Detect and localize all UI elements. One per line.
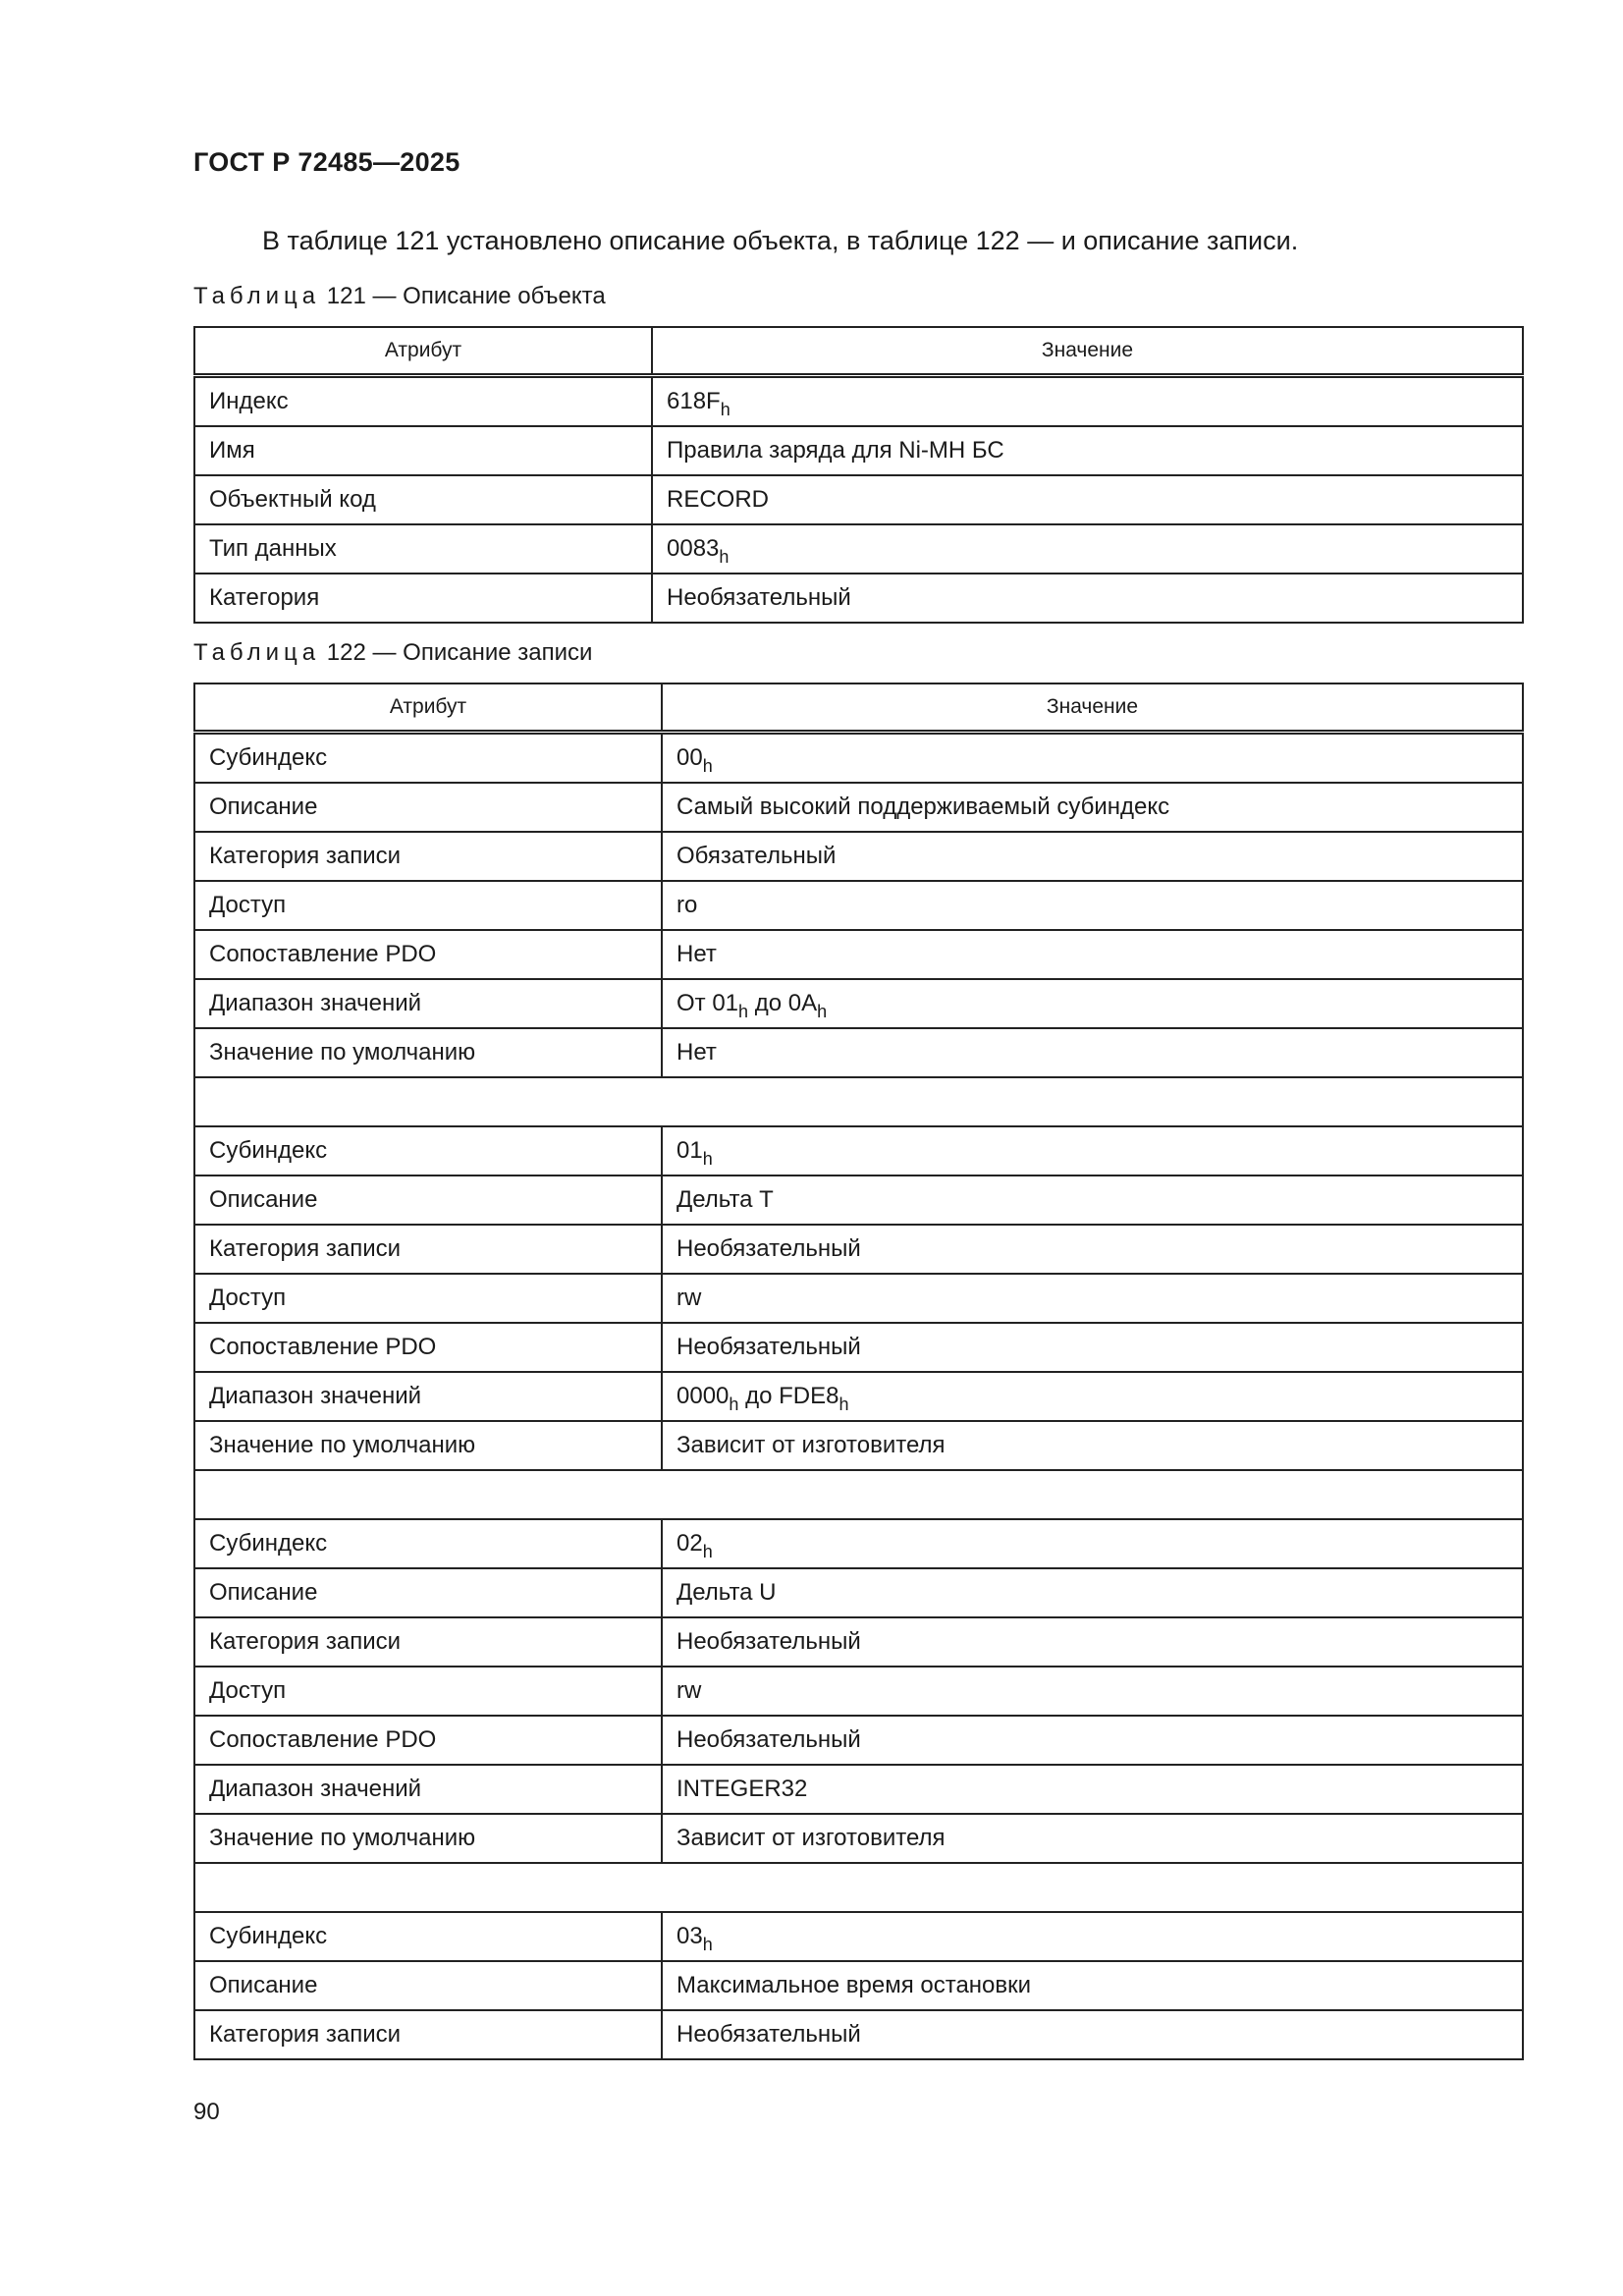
attribute-cell: Категория записи — [194, 832, 662, 881]
attribute-cell: Объектный код — [194, 475, 652, 524]
attribute-cell: Субиндекс — [194, 1912, 662, 1961]
value-text: Необязательный — [676, 1726, 861, 1753]
value-cell — [662, 1028, 1523, 1077]
attribute-cell: Описание — [194, 1568, 662, 1617]
value-cell — [652, 376, 1523, 427]
table-row — [194, 979, 1523, 1028]
value-text: ro — [676, 892, 698, 918]
table-row — [194, 475, 1523, 524]
value-text: Нет — [676, 1039, 717, 1066]
intro-paragraph: В таблице 121 установлено описание объекта, в таблице 122 — и описание записи. — [262, 226, 1299, 255]
value-cell — [662, 1814, 1523, 1863]
value-cell — [662, 1175, 1523, 1225]
value-text: до FDE8 — [738, 1383, 839, 1409]
table-row — [194, 1765, 1523, 1814]
attribute-cell: Значение по умолчанию — [194, 1814, 662, 1863]
table-row — [194, 1274, 1523, 1323]
value-cell — [662, 1617, 1523, 1667]
table-row — [194, 881, 1523, 930]
value-cell — [662, 1372, 1523, 1421]
table-121 — [193, 326, 1524, 624]
attribute-cell: Диапазон значений — [194, 1765, 662, 1814]
value-text: Зависит от изготовителя — [676, 1825, 946, 1851]
column-header-value: Значение — [662, 683, 1523, 733]
attribute-cell: Сопоставление PDO — [194, 1716, 662, 1765]
value-cell — [662, 2010, 1523, 2059]
table-row — [194, 426, 1523, 475]
table-row — [194, 930, 1523, 979]
attribute-cell: Сопоставление PDO — [194, 930, 662, 979]
table-row — [194, 2010, 1523, 2059]
value-cell — [662, 1126, 1523, 1175]
value-text: Дельта T — [676, 1186, 774, 1213]
column-header-attribute: Атрибут — [194, 327, 652, 376]
value-cell — [652, 426, 1523, 475]
value-cell — [662, 832, 1523, 881]
table-row — [194, 1961, 1523, 2010]
empty-cell — [194, 1470, 1523, 1519]
table-row — [194, 1519, 1523, 1568]
attribute-cell: Значение по умолчанию — [194, 1028, 662, 1077]
attribute-cell: Категория — [194, 574, 652, 623]
value-text: 618F — [667, 388, 721, 414]
attribute-cell: Доступ — [194, 881, 662, 930]
value-cell — [662, 1323, 1523, 1372]
table-row — [194, 1028, 1523, 1077]
value-text: Нет — [676, 941, 717, 967]
value-cell — [662, 979, 1523, 1028]
table-row — [194, 783, 1523, 832]
column-header-attribute: Атрибут — [194, 683, 662, 733]
table-row — [194, 1568, 1523, 1617]
attribute-cell: Доступ — [194, 1274, 662, 1323]
table-122 — [193, 683, 1524, 2060]
table-row — [194, 832, 1523, 881]
table-row — [194, 1225, 1523, 1274]
hex-subscript: h — [738, 1002, 749, 1021]
table-row — [194, 1912, 1523, 1961]
hex-subscript: h — [817, 1002, 828, 1021]
table-row — [194, 1716, 1523, 1765]
value-text: 02 — [676, 1530, 703, 1557]
value-cell — [662, 1519, 1523, 1568]
attribute-cell: Значение по умолчанию — [194, 1421, 662, 1470]
attribute-cell: Доступ — [194, 1667, 662, 1716]
caption-text: 122 — Описание записи — [320, 639, 593, 666]
value-text: 0000 — [676, 1383, 730, 1409]
value-cell — [652, 524, 1523, 574]
value-cell — [662, 881, 1523, 930]
value-cell — [662, 1667, 1523, 1716]
value-text: rw — [676, 1285, 702, 1311]
value-cell — [662, 930, 1523, 979]
value-text: Самый высокий поддерживаемый субиндекс — [676, 793, 1170, 820]
value-cell — [662, 1274, 1523, 1323]
value-cell — [662, 1961, 1523, 2010]
table-121-caption — [193, 283, 606, 310]
value-text: до 0A — [748, 990, 818, 1016]
attribute-cell: Категория записи — [194, 1617, 662, 1667]
table-row — [194, 733, 1523, 784]
attribute-cell: Субиндекс — [194, 733, 662, 784]
table-122-body — [194, 733, 1523, 2060]
value-text: От 01 — [676, 990, 739, 1016]
value-text: 00 — [676, 744, 703, 771]
empty-cell — [194, 1863, 1523, 1912]
table-header-row — [194, 683, 1523, 733]
table-122-caption — [193, 639, 592, 667]
separator-row — [194, 1863, 1523, 1912]
separator-row — [194, 1470, 1523, 1519]
table-row — [194, 1814, 1523, 1863]
hex-subscript: h — [720, 400, 730, 419]
table-header-row — [194, 327, 1523, 376]
value-cell — [662, 1716, 1523, 1765]
attribute-cell: Диапазон значений — [194, 979, 662, 1028]
table-121-body — [194, 376, 1523, 624]
empty-cell — [194, 1077, 1523, 1126]
attribute-cell: Субиндекс — [194, 1126, 662, 1175]
attribute-cell: Диапазон значений — [194, 1372, 662, 1421]
table-row — [194, 1175, 1523, 1225]
value-text: RECORD — [667, 486, 770, 513]
table-row — [194, 376, 1523, 427]
attribute-cell: Описание — [194, 1961, 662, 2010]
column-header-value: Значение — [652, 327, 1523, 376]
attribute-cell: Субиндекс — [194, 1519, 662, 1568]
value-text: Необязательный — [676, 1628, 861, 1655]
value-cell — [652, 475, 1523, 524]
caption-text: 121 — Описание объекта — [320, 283, 606, 309]
value-text: Необязательный — [676, 2021, 861, 2048]
value-text: Зависит от изготовителя — [676, 1432, 946, 1458]
hex-subscript: h — [702, 1542, 713, 1561]
hex-subscript: h — [702, 1935, 713, 1954]
value-text: 01 — [676, 1137, 703, 1164]
attribute-cell: Тип данных — [194, 524, 652, 574]
table-row — [194, 1667, 1523, 1716]
table-row — [194, 1323, 1523, 1372]
value-text: Максимальное время остановки — [676, 1972, 1032, 1998]
value-text: Необязательный — [676, 1235, 861, 1262]
value-cell — [662, 1421, 1523, 1470]
table-row — [194, 1421, 1523, 1470]
value-text: 03 — [676, 1923, 703, 1949]
hex-subscript: h — [702, 756, 713, 776]
value-text: Необязательный — [676, 1334, 861, 1360]
attribute-cell: Описание — [194, 783, 662, 832]
value-text: Правила заряда для Ni-MH БС — [667, 437, 1004, 464]
hex-subscript: h — [719, 547, 730, 567]
attribute-cell: Сопоставление PDO — [194, 1323, 662, 1372]
value-cell — [662, 1912, 1523, 1961]
attribute-cell: Имя — [194, 426, 652, 475]
value-text: INTEGER32 — [676, 1776, 808, 1802]
table-row — [194, 1617, 1523, 1667]
value-cell — [662, 783, 1523, 832]
page-number: 90 — [193, 2099, 220, 2125]
value-text: Обязательный — [676, 843, 837, 869]
hex-subscript: h — [702, 1149, 713, 1169]
caption-prefix: Таблица — [193, 283, 321, 309]
caption-prefix: Таблица — [193, 639, 321, 666]
value-cell — [662, 1568, 1523, 1617]
table-row — [194, 524, 1523, 574]
value-text: Необязательный — [667, 584, 851, 611]
value-cell — [662, 1765, 1523, 1814]
table-row — [194, 574, 1523, 623]
document-header: ГОСТ Р 72485—2025 — [193, 147, 460, 177]
hex-subscript: h — [729, 1394, 739, 1414]
table-row — [194, 1372, 1523, 1421]
value-cell — [662, 733, 1523, 784]
attribute-cell: Категория записи — [194, 2010, 662, 2059]
value-text: Дельта U — [676, 1579, 777, 1606]
attribute-cell: Описание — [194, 1175, 662, 1225]
attribute-cell: Индекс — [194, 376, 652, 427]
separator-row — [194, 1077, 1523, 1126]
table-row — [194, 1126, 1523, 1175]
value-text: 0083 — [667, 535, 720, 562]
hex-subscript: h — [839, 1394, 849, 1414]
value-text: rw — [676, 1677, 702, 1704]
value-cell — [662, 1225, 1523, 1274]
value-cell — [652, 574, 1523, 623]
attribute-cell: Категория записи — [194, 1225, 662, 1274]
